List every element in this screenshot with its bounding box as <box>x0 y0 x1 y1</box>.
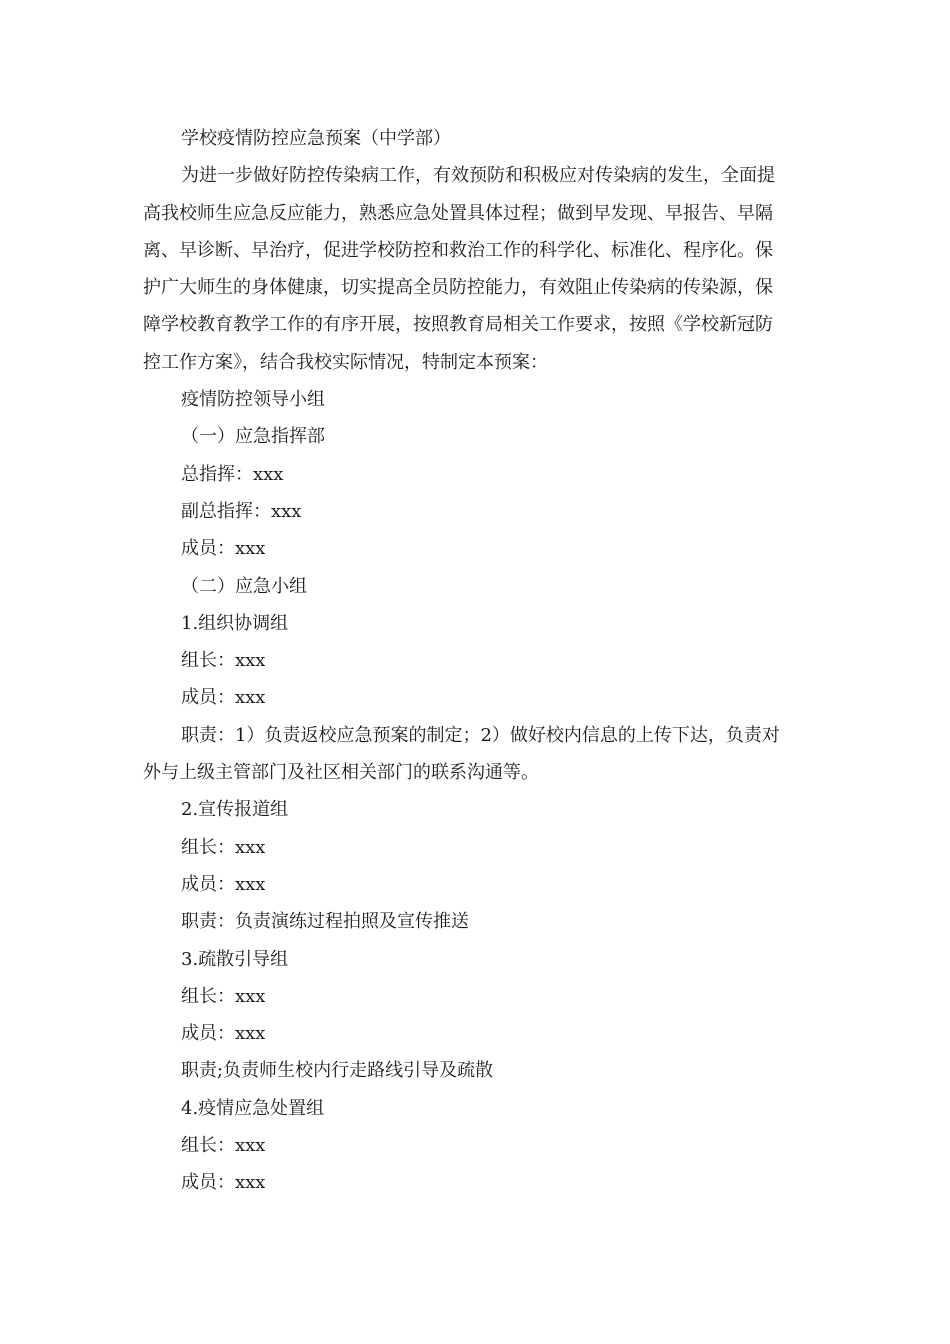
intro-line: 高我校师生应急反应能力，熟悉应急处置具体过程；做到早发现、早报告、早隔 <box>143 202 773 224</box>
group4-leader: 组长：xxx <box>181 1135 266 1157</box>
group1-duty-continued: 外与上级主管部门及社区相关部门的联系沟通等。 <box>143 762 539 784</box>
document-title: 学校疫情防控应急预案（中学部） <box>181 128 451 149</box>
intro-line: 护广大师生的身体健康，切实提高全员防控能力，有效阻止传染病的传染源，保 <box>143 277 773 299</box>
group2-duty: 职责：负责演练过程拍照及宣传推送 <box>181 911 469 933</box>
group1-leader: 组长：xxx <box>181 650 266 672</box>
group1-members: 成员：xxx <box>181 687 266 709</box>
section-leadership-heading: 疫情防控领导小组 <box>181 389 325 411</box>
group3-heading: 3.疏散引导组 <box>181 948 289 970</box>
group4-members: 成员：xxx <box>181 1172 266 1194</box>
intro-line: 障学校教育教学工作的有序开展，按照教育局相关工作要求，按照《学校新冠防 <box>143 314 773 336</box>
group2-leader: 组长：xxx <box>181 836 266 858</box>
intro-line: 控工作方案》，结合我校实际情况，特制定本预案： <box>143 351 548 373</box>
document-body <box>143 120 813 1202</box>
group3-duty: 职责;负责师生校内行走路线引导及疏散 <box>181 1060 494 1082</box>
intro-line: 离、早诊断、早治疗，促进学校防控和救治工作的科学化、标准化、程序化。保 <box>143 239 773 261</box>
command-deputy: 副总指挥：xxx <box>181 500 302 522</box>
group4-heading: 4.疫情应急处置组 <box>181 1097 325 1119</box>
group3-members: 成员：xxx <box>181 1023 266 1045</box>
group2-heading: 2.宣传报道组 <box>181 799 289 821</box>
group3-leader: 组长：xxx <box>181 985 266 1007</box>
command-heading: （一）应急指挥部 <box>181 426 325 448</box>
intro-paragraph <box>143 157 813 381</box>
group2-members: 成员：xxx <box>181 873 266 895</box>
command-members: 成员：xxx <box>181 538 266 560</box>
groups-heading: （二）应急小组 <box>181 575 307 597</box>
intro-line: 为进一步做好防控传染病工作，有效预防和积极应对传染病的发生，全面提 <box>181 165 775 187</box>
command-chief: 总指挥：xxx <box>181 463 284 485</box>
group1-duty: 职责：1）负责返校应急预案的制定；2）做好校内信息的上传下达，负责对 <box>181 724 780 746</box>
group1-heading: 1.组织协调组 <box>181 612 289 634</box>
